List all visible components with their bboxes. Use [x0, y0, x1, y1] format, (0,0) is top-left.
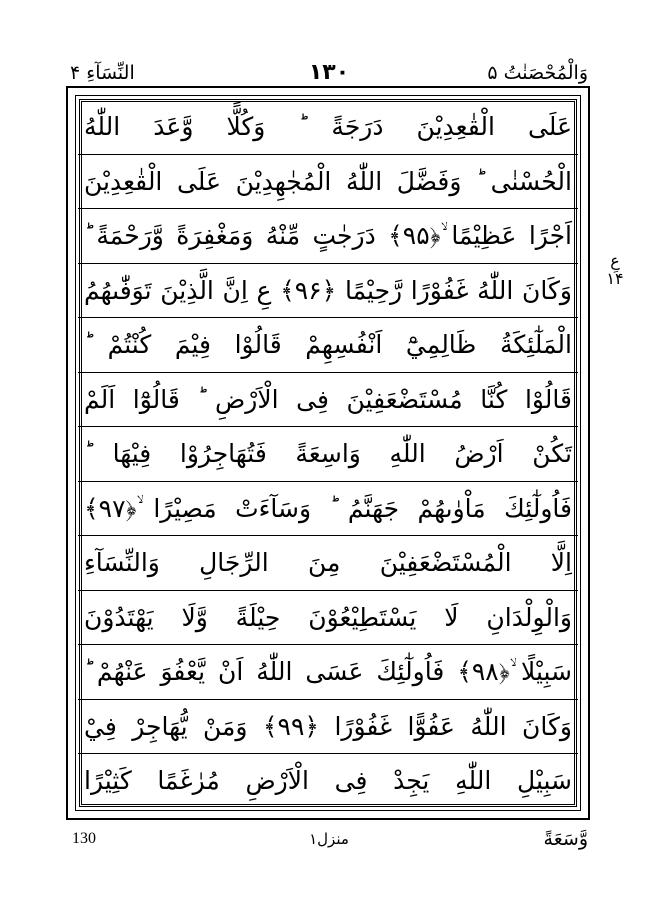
- text-line: فَاُولٰٓئِكَ مَاْوٰىهُمْ جَهَنَّمُ ؕ وَسَآءَتْ مَصِيْرًا ۙ﴿۹۷﴾: [78, 482, 578, 537]
- text-line: عَلَى الْقٰعِدِيْنَ دَرَجَةً ؕ وَكُلًّا وَّعَدَ اللّٰهُ: [78, 100, 578, 155]
- text-line: وَالْوِلْدَانِ لَا يَسْتَطِيْعُوْنَ حِيْلَةً وَّلَا يَهْتَدُوْنَ: [78, 591, 578, 646]
- text-line: اِلَّا الْمُسْتَضْعَفِيْنَ مِنَ الرِّجَالِ وَالنِّسَآءِ: [78, 536, 578, 591]
- page-footer: [70, 826, 588, 856]
- manzil-label: منزل۱: [309, 830, 349, 848]
- text-line: الْحُسْنٰى ؕ وَفَضَّلَ اللّٰهُ الْمُجٰهِدِيْنَ عَلَى الْقٰعِدِيْنَ: [78, 155, 578, 210]
- page-number: ۱۳۰: [308, 60, 350, 85]
- text-line: سَبِيْلًا ۙ﴿۹۸﴾ فَاُولٰٓئِكَ عَسَى اللّٰهُ اَنْ يَّعْفُوَ عَنْهُمْ ؕ: [78, 645, 578, 700]
- catchword: وَّسَعَةً: [543, 828, 588, 850]
- text-line: وَكَانَ اللّٰهُ غَفُوْرًا رَّحِيْمًا ﴿۹۶﴾ عِ اِنَّ الَّذِيْنَ تَوَفّٰىهُمُ: [78, 264, 578, 319]
- text-line: الْمَلٰٓئِكَةُ ظَالِمِيْٓ اَنْفُسِهِمْ قَالُوْا فِيْمَ كُنْتُمْ ؕ: [78, 318, 578, 373]
- text-line: اَجْرًا عَظِيْمًا ۙ﴿۹۵﴾ دَرَجٰتٍ مِّنْهُ وَمَغْفِرَةً وَّرَحْمَةً ؕ: [78, 209, 578, 264]
- text-line: سَبِيْلِ اللّٰهِ يَجِدْ فِى الْاَرْضِ مُرٰغَمًا كَثِيْرًا: [84, 766, 572, 795]
- surah-name: النِّسَآءِ ۴: [70, 62, 135, 84]
- page-header: [70, 58, 588, 88]
- text-line: وَكَانَ اللّٰهُ عَفُوًّا غَفُوْرًا ﴿۹۹﴾ وَمَنْ يُّهَاجِرْ فِيْ: [78, 700, 578, 755]
- verse-text-block: [78, 100, 578, 809]
- ruku-margin-mark: عِ ۱۴: [606, 251, 624, 288]
- text-line: تَكُنْ اَرْضُ اللّٰهِ وَاسِعَةً فَتُهَاجِرُوْا فِيْهَا ؕ: [78, 427, 578, 482]
- footer-page-number: 130: [72, 830, 96, 847]
- text-line: قَالُوْا كُنَّا مُسْتَضْعَفِيْنَ فِى الْاَرْضِ ؕ قَالُوْٓا اَلَمْ: [78, 373, 578, 428]
- juz-name: وَالْمُحْصَنٰتُ ۵: [487, 62, 588, 84]
